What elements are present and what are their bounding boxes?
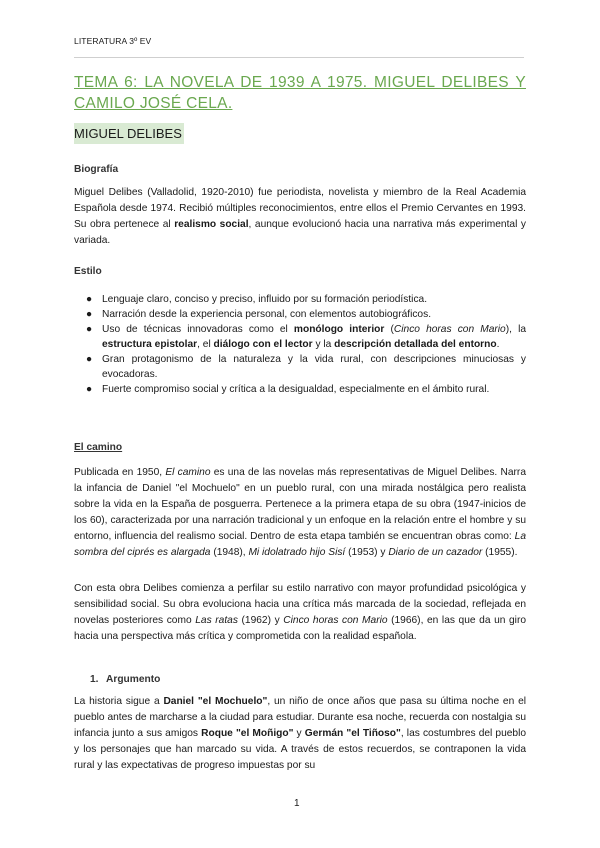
list-item: ● Lenguaje claro, conciso y preciso, influido por su formación periodística. [86,294,428,305]
list-item: ● Uso de técnicas innovadoras como el monólogo interior (Cinco horas con Mario), la estructura epistolar, el diálogo con el lector y la descripción detallada del entorno. [86,324,526,350]
biografia-heading: Biografía [74,164,119,175]
argumento-heading: 1. Argumento [90,674,161,685]
page-number: 1 [294,798,300,809]
section-heading: MIGUEL DELIBES [74,123,184,144]
el-camino-paragraph-2: Con esta obra Delibes comienza a perfilar su estilo narrativo con mayor profundidad psicológica y sensibilidad social. Su obra evoluciona hacia una crítica más marcada de la sociedad, reflejada en novelas posteriores como Las ratas (1962) y Cinco horas con Mario (1966), en las que da un giro hacia una perspectiva más crítica y comprometida con la realidad española. [74,583,527,642]
el-camino-paragraph-1: Publicada en 1950, El camino es una de las novelas más representativas de Miguel Delibes. Narra la infancia de Daniel "el Mochuelo" en un pueblo rural, con una mirada nostálgica pero realista sobre la vida en la España de posguerra. Pertenece a la primera etapa de su obra (1947-inicios de los 60), caracterizada por una narración tradicional y un enfoque en la relación entre el hombre y su entorno, influencia del realismo social. Dentro de esta etapa también se encuentran obras como: La sombra del ciprés es alargada (1948), Mi idolatrado hijo Sisí (1953) y Diario de un cazador (1955). [74,467,526,558]
el-camino-heading: El camino [74,442,123,453]
list-item: ● Gran protagonismo de la naturaleza y la vida rural, con descripciones minuciosas y evocadoras. [86,354,526,380]
list-item: ● Narración desde la experiencia personal, con elementos autobiográficos. [86,309,432,320]
document-header: LITERATURA 3º EV [74,36,152,46]
list-item: ● Fuerte compromiso social y crítica a la desigualdad, especialmente en el ámbito rural. [86,384,490,395]
header-divider [74,57,524,58]
estilo-list [74,292,526,397]
argumento-paragraph: La historia sigue a Daniel "el Mochuelo", un niño de once años que pasa su última noche en el pueblo antes de marcharse a la ciudad para estudiar. Durante esa noche, recuerda con nostalgia su infancia junto a sus amigos Roque "el Moñigo" y Germán "el Tiñoso", las costumbres del pueblo y los personajes que han marcado su vida. A través de estos recuerdos, se contraponen la vida rural y las expectativas de progreso impuestas por su [74,696,527,771]
document-title: TEMA 6: LA NOVELA DE 1939 A 1975. MIGUEL DELIBES Y CAMILO JOSÉ CELA. [74,74,526,112]
biografia-paragraph: Miguel Delibes (Valladolid, 1920-2010) fue periodista, novelista y miembro de la Real Academia Española desde 1974. Recibió múltiples reconocimientos, entre ellos el Premio Cervantes en 1993. Su obra pertenece al realismo social, aunque evolucionó hacia una narrativa más experimental y variada. [74,187,526,246]
estilo-heading: Estilo [74,266,102,277]
